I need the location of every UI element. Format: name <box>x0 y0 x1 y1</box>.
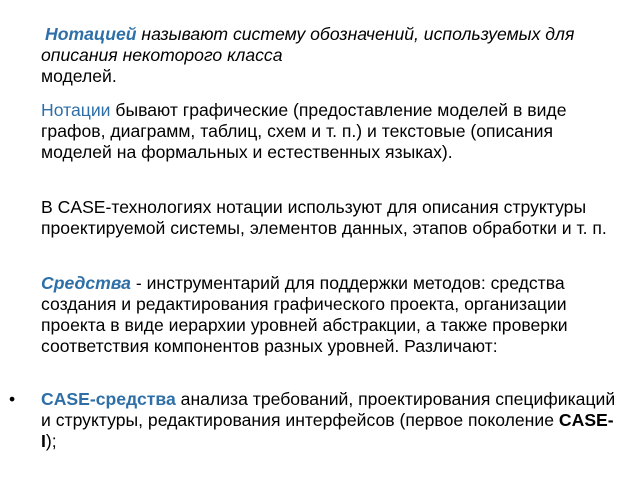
term-notation: Нотацией <box>45 24 137 44</box>
tools-definition-text: - инструментарий для поддержки методов: средства создания и редактирования графического проекта, организации проекта в виде иерархии уровней абстракции, а также проверки соответствия компонентов разных уровней. Различают: <box>41 273 568 356</box>
paragraph-notation-types <box>41 100 626 163</box>
term-case-tools: CASE-средства <box>41 389 176 409</box>
case-generation-label: CASE-I <box>41 410 614 451</box>
case-tools-text: анализа требований, проектирования спецификаций и структуры, редактирования интерфейсов (первое поколение <box>41 389 616 430</box>
case-notations-text: В CASE-технологиях нотации используют для описания структуры проектируемой системы, элементов данных, этапов обработки и т. п. <box>41 197 607 238</box>
case-tools-end: ); <box>45 431 57 451</box>
notation-definition-text: называют систему обозначений, используемых для описания некоторого класса <box>41 24 575 65</box>
term-notations: Нотации <box>41 100 111 120</box>
notation-definition-tail: моделей. <box>41 66 117 86</box>
bullet-marker: • <box>9 389 16 409</box>
paragraph-tools-definition <box>41 273 626 357</box>
paragraph-notation-definition <box>41 24 626 87</box>
term-tools: Средства <box>41 273 131 293</box>
notation-types-text: бывают графические (предоставление моделей в виде графов, диаграмм, таблиц, схем и т. п.) и текстовые (описания моделей на формальных и естественных языках). <box>41 100 567 162</box>
paragraph-case-notations <box>41 197 626 239</box>
paragraph-case-tools <box>41 389 626 452</box>
